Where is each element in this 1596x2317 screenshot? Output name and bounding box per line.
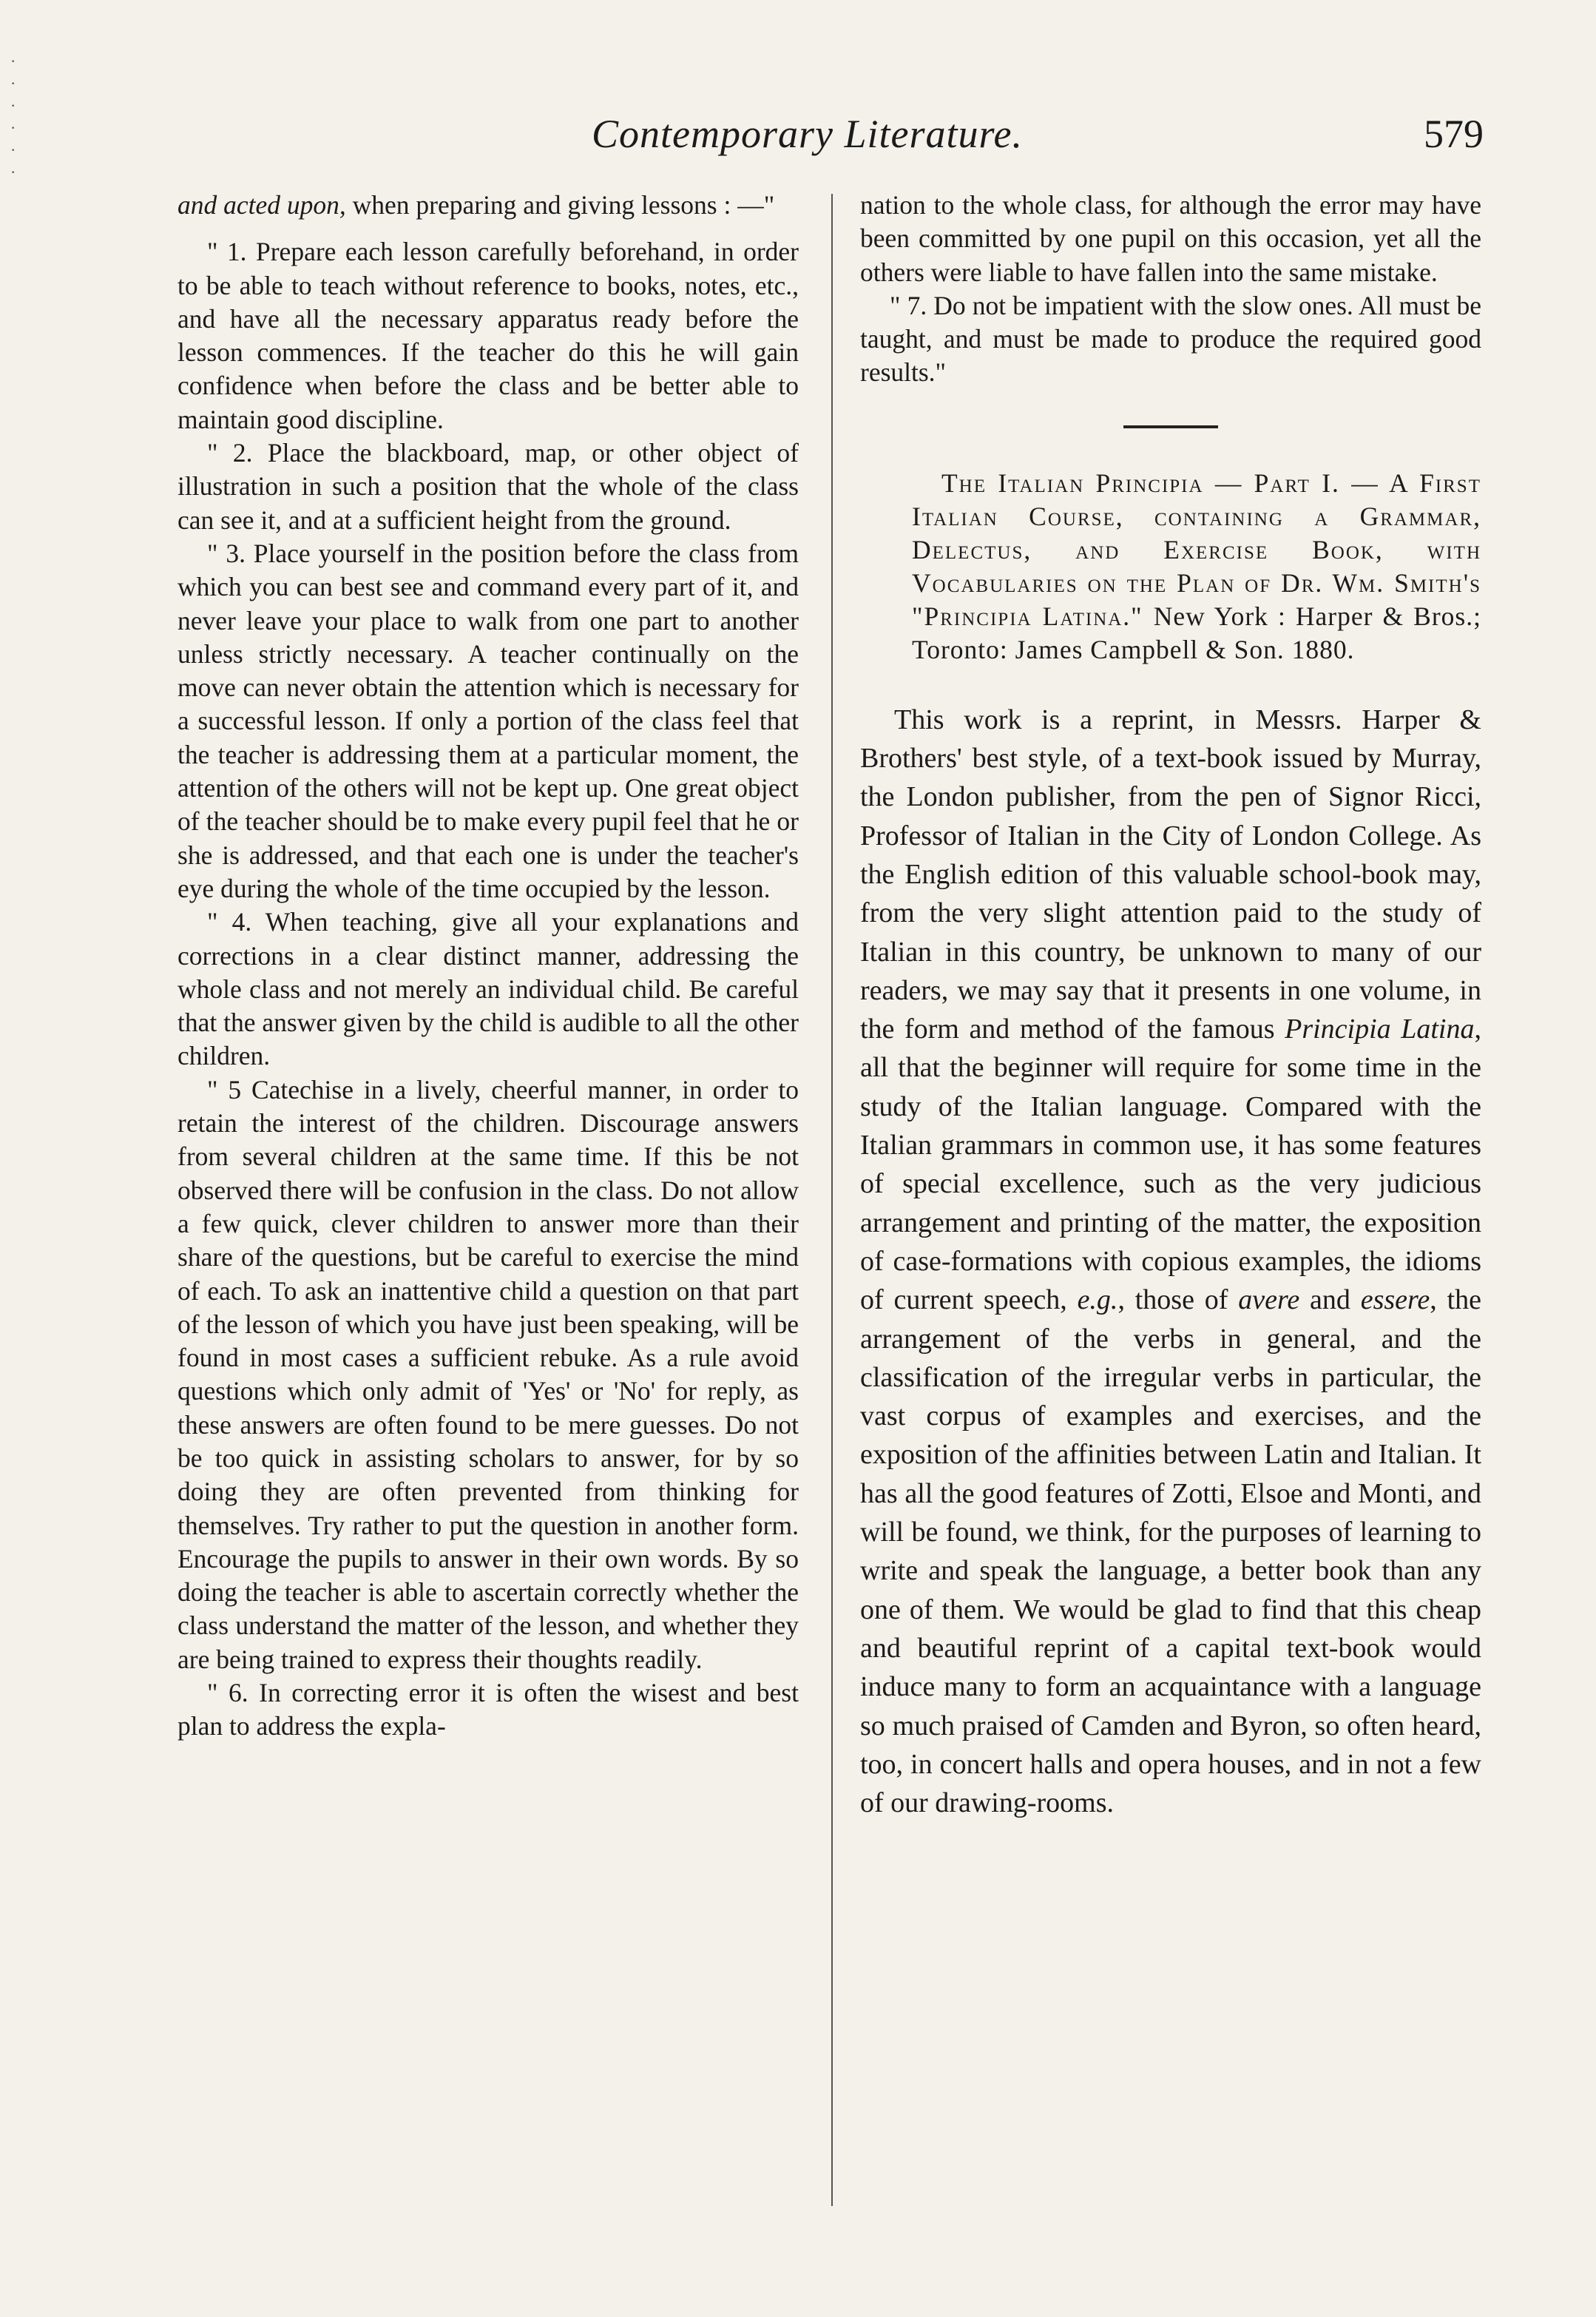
review-text-part-a: This work is a reprint, in Messrs. Harper & Brothers' best style, of a text-book issued by Murray, the London publisher, from the pen of Signor Ricci, Professor of Italian in the City of London College. As the English edition of this valuable school-book may, from the very slight attention paid to the study of Italian in this country, be unknown to many of our readers, we may say that it presents in one volume, in the form and method of the famous xyxy=(860,704,1481,1045)
essere-italic: essere xyxy=(1360,1284,1430,1316)
rule-1: " 1. Prepare each lesson carefully beforehand, in order to be able to teach without reference to books, notes, etc., and have all the necessary apparatus ready before the lesson commences. If the teacher do this he will gain confidence when before the class and be better able to maintain good discipline. xyxy=(177,237,799,434)
rule-5: " 5 Catechise in a lively, cheerful manner, in order to retain the interest of the children. Discourage answers from several children at the same time. If this be not observed there will be confusion in the class. Do not allow a few quick, clever children to answer more than their share of the questions, but be careful to exercise the mind of each. To ask an inattentive child a question on that part of the lesson of which you have just been speaking, will be found in most cases a sufficient rebuke. As a rule avoid questions which only admit of 'Yes' or 'No' for reply, as these answers are often found to be mere guesses. Do not be too quick in assisting scholars to answer, for by so doing they are often prevented from thinking for themselves. Try rather to put the question in another form. Encourage the pupils to answer in their own words. By so doing the teacher is able to ascertain correctly whether the class understand the matter of the lesson, and whether they are being trained to express their thoughts readily. xyxy=(177,1074,799,1674)
rule-3: " 3. Place yourself in the position before the class from which you can best see and command every part of it, and never leave your place to walk from one part to another unless strictly necessary. A teacher continually on the move can never obtain the attention which is necessary for a successful lesson. If only a portion of the class feel that the teacher is addressing them at a particular moment, the attention of the others will not be kept up. One great object of the teacher should be to make every pupil feel that he or she is addressed, and that each one is under the teacher's eye during the whole of the time occupied by the lesson. xyxy=(177,538,799,903)
review-title: The Italian Principia — Part I. — A First Italian Course, containing a Grammar, Delectus, and Exercise Book, with Vocabularies on the Plan of Dr. Wm. Smith's "Principia Latina." xyxy=(912,468,1481,631)
review-publisher: New York : Harper & Bros.; Toronto: James Campbell & Son. 1880. xyxy=(912,601,1481,664)
principia-latina-italic: Principia Latina xyxy=(1285,1014,1475,1045)
review-text-part-b: , all that the beginner will require for some time in the study of the Italian language. Compared with the Italian grammars in common use, it has some features of special excellence, such as the very judicious arrangement and printing of the matter, the exposition of case-formations with copious examples, the idioms of current speech, xyxy=(860,1014,1481,1316)
avere-italic: avere xyxy=(1238,1284,1300,1316)
lead-italic: and acted upon, xyxy=(177,190,346,220)
left-column xyxy=(177,189,799,1744)
rule-7: " 7. Do not be impatient with the slow ones. All must be taught, and must be made to produce the required good results." xyxy=(860,290,1481,388)
lead-rest: when preparing and giving lessons : —" xyxy=(345,190,775,220)
rule-4: " 4. When teaching, give all your explanations and corrections in a clear distinct manner, addressing the whole class and not merely an individual child. Be careful that the answer given by the child is audible to all the other children. xyxy=(177,907,799,1071)
review-text-part-d: , the arrangement of the verbs in general, and the classification of the irregular verbs in particular, the vast corpus of examples and exercises, and the exposition of the affinities between Latin and Italian. It has all the good features of Zotti, Elsoe and Monti, and will be found, we think, for the purposes of learning to write and speak the language, a better book than any one of them. We would be glad to find that this cheap and beautiful reprint of a capital text-book would induce many to form an acquaintance with a language so much praised of Camden and Byron, so often heard, too, in concert halls and opera houses, and in not a few of our drawing-rooms. xyxy=(860,1284,1481,1819)
column-divider xyxy=(831,194,833,2206)
lead-paragraph xyxy=(177,189,799,222)
page-number: 579 xyxy=(1424,112,1484,156)
section-divider xyxy=(1123,425,1218,428)
review-paragraph xyxy=(860,701,1481,1823)
rule-6-continuation: nation to the whole class, for although the error may have been committed by one pupil on this occasion, yet all the others were liable to have fallen into the same mistake. xyxy=(860,190,1481,287)
rule-6: " 6. In correcting error it is often the wisest and best plan to address the expla- xyxy=(177,1678,799,1741)
right-column xyxy=(860,189,1481,1822)
review-text-and: and xyxy=(1299,1284,1361,1316)
page-header xyxy=(0,111,1596,163)
running-title: Contemporary Literature. xyxy=(592,112,1023,156)
margin-binding-marks: · · · · · · xyxy=(10,52,16,181)
rule-2: " 2. Place the blackboard, map, or other object of illustration in such a position that the whole of the class can see it, and at a sufficient height from the ground. xyxy=(177,438,799,535)
review-text-part-c: , those of xyxy=(1117,1284,1239,1316)
eg-italic: e.g. xyxy=(1077,1284,1118,1316)
review-body xyxy=(860,701,1481,1823)
review-heading xyxy=(860,467,1481,667)
